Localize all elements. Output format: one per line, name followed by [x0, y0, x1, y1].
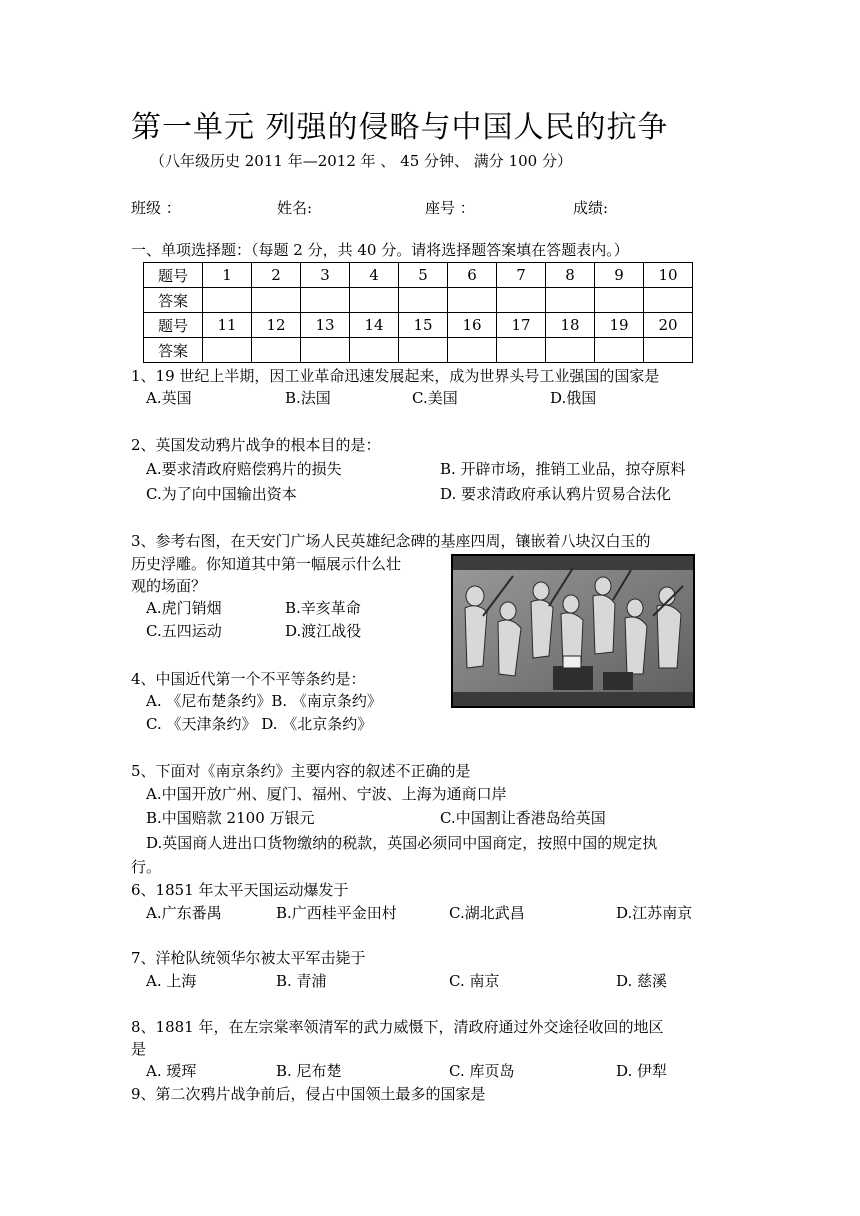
- question-4-stem: 4、中国近代第一个不平等条约是：: [131, 670, 366, 688]
- answer-cell[interactable]: [448, 338, 497, 363]
- question-8-option-a: A. 瑷珲: [146, 1062, 197, 1080]
- question-1-option-d: D.俄国: [550, 389, 597, 407]
- question-6-option-a: A.广东番禺: [146, 904, 222, 922]
- answer-cell[interactable]: [252, 288, 301, 313]
- question-6-option-c: C.湖北武昌: [449, 904, 525, 922]
- question-6-option-b: B.广西桂平金田村: [276, 904, 397, 922]
- answer-cell[interactable]: [399, 338, 448, 363]
- relief-sculpture-image: [451, 554, 695, 708]
- answer-cell[interactable]: [595, 288, 644, 313]
- row-label: 题号: [144, 263, 203, 288]
- question-7-option-d: D. 慈溪: [616, 972, 668, 990]
- relief-illustration: [453, 556, 693, 706]
- question-5-option-d-line1: D.英国商人进出口货物缴纳的税款，英国必须同中国商定，按照中国的规定执: [146, 834, 658, 852]
- row-label: 题号: [144, 313, 203, 338]
- page-title: 第一单元 列强的侵略与中国人民的抗争: [131, 110, 669, 145]
- question-number: 13: [301, 313, 350, 338]
- question-number: 15: [399, 313, 448, 338]
- row-label: 答案: [144, 338, 203, 363]
- question-number: 16: [448, 313, 497, 338]
- question-5-option-c: C.中国割让香港岛给英国: [440, 809, 606, 827]
- answer-cell[interactable]: [497, 338, 546, 363]
- question-2-option-d: D. 要求清政府承认鸦片贸易合法化: [440, 485, 672, 503]
- answer-cell[interactable]: [595, 338, 644, 363]
- question-3-option-b: B.辛亥革命: [285, 599, 361, 617]
- question-7-option-a: A. 上海: [146, 972, 197, 990]
- question-5-option-b: B.中国赔款 2100 万银元: [146, 809, 315, 827]
- question-number: 5: [399, 263, 448, 288]
- question-5-option-a: A.中国开放广州、厦门、福州、宁波、上海为通商口岸: [146, 785, 507, 803]
- answer-cell[interactable]: [399, 288, 448, 313]
- question-2-option-b: B. 开辟市场，推销工业品，掠夺原料: [440, 460, 686, 478]
- question-3-option-a: A.虎门销烟: [146, 599, 222, 617]
- question-number: 18: [546, 313, 595, 338]
- question-number: 11: [203, 313, 252, 338]
- answer-cell[interactable]: [644, 288, 693, 313]
- table-row: [144, 263, 693, 288]
- question-5-option-d-line2: 行。: [131, 858, 162, 876]
- answer-cell[interactable]: [448, 288, 497, 313]
- answer-cell[interactable]: [350, 338, 399, 363]
- question-number: 14: [350, 313, 399, 338]
- question-9-stem: 9、第二次鸦片战争前后，侵占中国领土最多的国家是: [131, 1085, 486, 1103]
- question-8-option-d: D. 伊犁: [616, 1062, 668, 1080]
- answer-cell[interactable]: [546, 288, 595, 313]
- row-label: 答案: [144, 288, 203, 313]
- question-3-option-c: C.五四运动: [146, 622, 222, 640]
- question-number: 4: [350, 263, 399, 288]
- class-label: 班级 ：: [131, 199, 181, 217]
- question-number: 1: [203, 263, 252, 288]
- question-1-option-b: B.法国: [285, 389, 331, 407]
- question-7-option-c: C. 南京: [449, 972, 500, 990]
- section-heading: 一、单项选择题：（每题 2 分，共 40 分。请将选择题答案填在答题表内。）: [131, 241, 629, 259]
- question-1-option-a: A.英国: [146, 389, 192, 407]
- answer-table: [143, 262, 693, 363]
- table-row: [144, 288, 693, 313]
- question-number: 12: [252, 313, 301, 338]
- question-number: 17: [497, 313, 546, 338]
- question-7-stem: 7、洋枪队统领华尔被太平军击毙于: [131, 949, 366, 967]
- question-number: 2: [252, 263, 301, 288]
- question-number: 9: [595, 263, 644, 288]
- question-3-option-d: D.渡江战役: [285, 622, 362, 640]
- question-8-option-b: B. 尼布楚: [276, 1062, 342, 1080]
- question-5-stem: 5、下面对《南京条约》主要内容的叙述不正确的是: [131, 762, 471, 780]
- question-1-stem: 1、19 世纪上半期，因工业革命迅速发展起来，成为世界头号工业强国的国家是: [131, 367, 660, 385]
- table-row: [144, 313, 693, 338]
- question-number: 10: [644, 263, 693, 288]
- answer-cell[interactable]: [644, 338, 693, 363]
- answer-cell[interactable]: [350, 288, 399, 313]
- question-number: 6: [448, 263, 497, 288]
- question-4-options-ab: A. 《尼布楚条约》B. 《南京条约》: [146, 692, 382, 710]
- answer-cell[interactable]: [497, 288, 546, 313]
- question-8-stem-line1: 8、1881 年，在左宗棠率领清军的武力威慑下，清政府通过外交途径收回的地区: [131, 1018, 664, 1036]
- question-number: 3: [301, 263, 350, 288]
- seat-label: 座号 ：: [425, 199, 475, 217]
- question-2-option-c: C.为了向中国输出资本: [146, 485, 297, 503]
- answer-cell[interactable]: [301, 338, 350, 363]
- question-number: 19: [595, 313, 644, 338]
- question-3-stem-line1: 3、参考右图，在天安门广场人民英雄纪念碑的基座四周，镶嵌着八块汉白玉的: [131, 532, 651, 550]
- question-7-option-b: B. 青浦: [276, 972, 327, 990]
- question-2-option-a: A.要求清政府赔偿鸦片的损失: [146, 460, 342, 478]
- answer-cell[interactable]: [203, 288, 252, 313]
- question-6-stem: 6、1851 年太平天国运动爆发于: [131, 881, 349, 899]
- question-3-stem-line3: 观的场面？: [131, 577, 207, 595]
- question-number: 7: [497, 263, 546, 288]
- answer-cell[interactable]: [546, 338, 595, 363]
- question-8-stem-line2: 是: [131, 1040, 147, 1058]
- name-label: 姓名:: [277, 199, 313, 217]
- answer-cell[interactable]: [301, 288, 350, 313]
- table-row: [144, 338, 693, 363]
- question-4-options-cd: C. 《天津条约》 D. 《北京条约》: [146, 715, 373, 733]
- question-number: 20: [644, 313, 693, 338]
- question-1-option-c: C.美国: [412, 389, 458, 407]
- question-6-option-d: D.江苏南京: [616, 904, 693, 922]
- question-2-stem: 2、英国发动鸦片战争的根本目的是：: [131, 436, 381, 454]
- question-8-option-c: C. 库页岛: [449, 1062, 515, 1080]
- score-label: 成绩:: [573, 199, 609, 217]
- answer-cell[interactable]: [203, 338, 252, 363]
- page-subtitle: （八年级历史 2011 年—2012 年 、 45 分钟、 满分 100 分）: [150, 152, 572, 170]
- question-number: 8: [546, 263, 595, 288]
- question-3-stem-line2: 历史浮雕。你知道其中第一幅展示什么壮: [131, 555, 402, 573]
- answer-cell[interactable]: [252, 338, 301, 363]
